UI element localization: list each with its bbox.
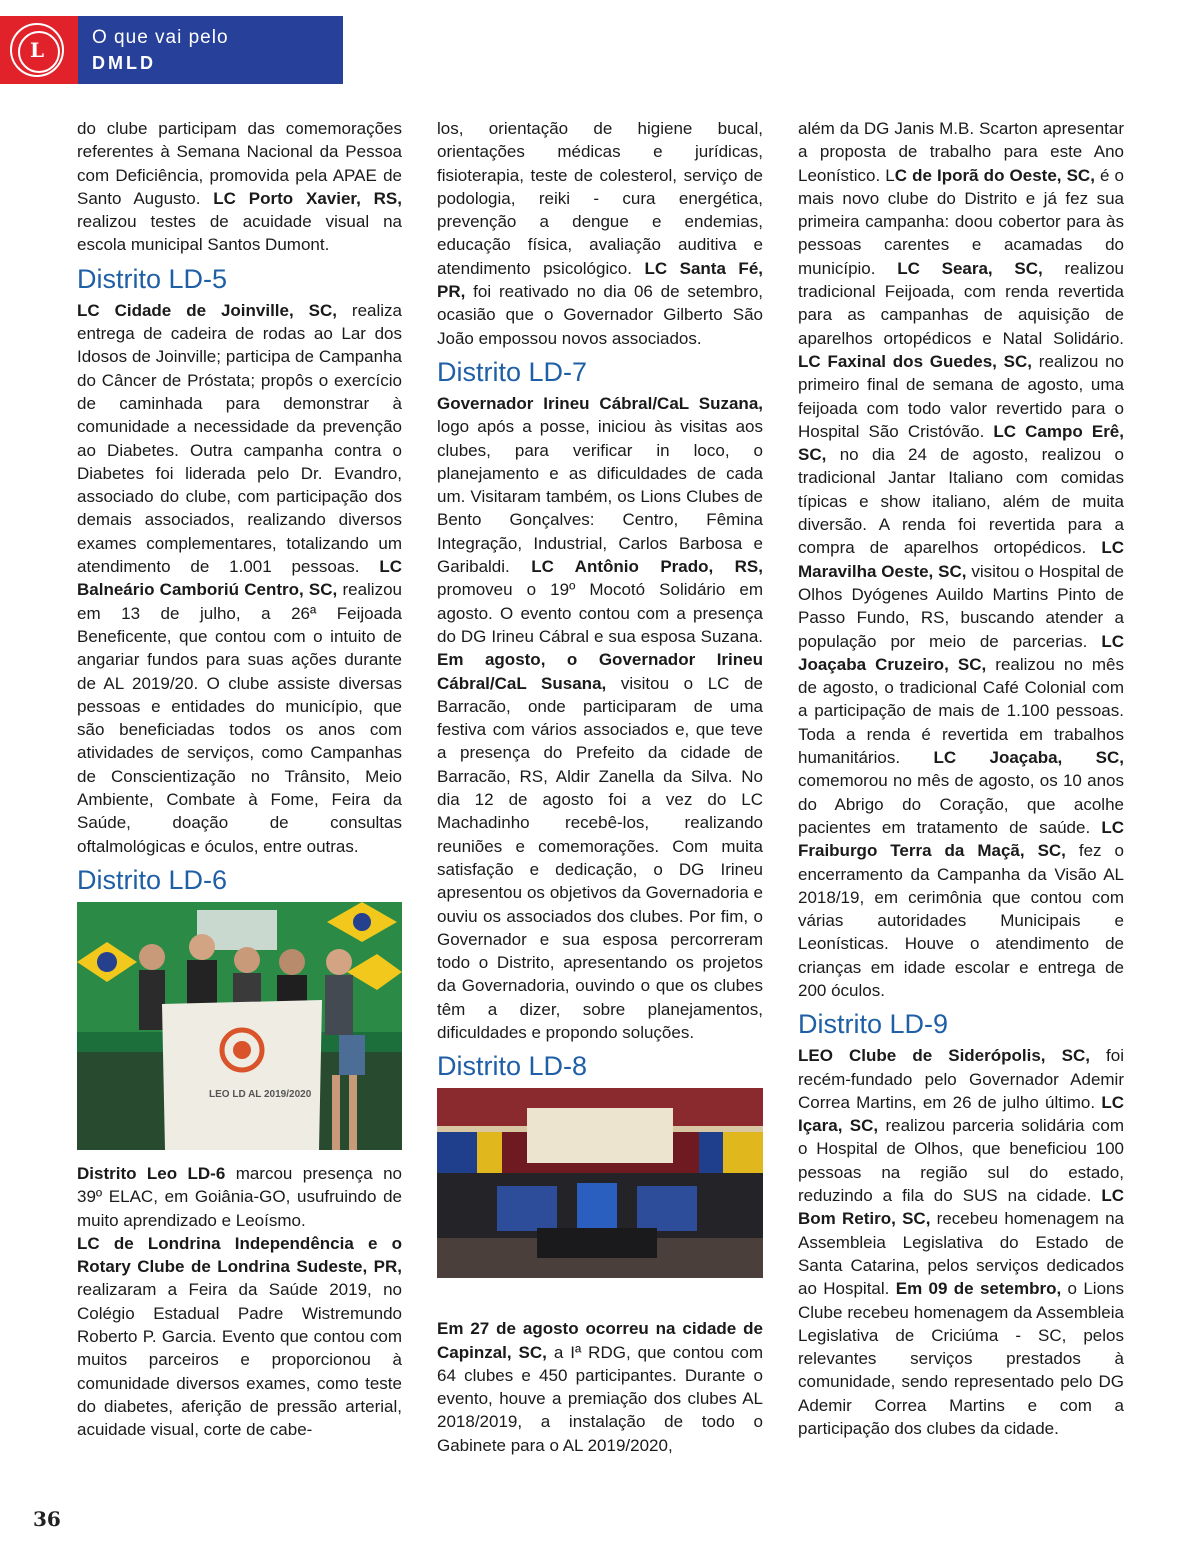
paragraph: los, orientação de higiene bucal, orientações médicas e jurídicas, fisioterapia, teste de colesterol, serviço de podologia, reiki - cura energética, prevenção a dengue e endemias, educação física, avaliação auditiva e atendimento psicológico. LC Santa Fé, PR, foi reativado no dia 06 de setembro, ocasião que o Governador Gilberto São João empossou novos associados. <box>437 119 763 348</box>
photo-ld8-illustration <box>437 1088 763 1278</box>
lions-logo-letter: L <box>29 38 45 62</box>
photo-leo-ld6-illustration <box>77 902 402 1150</box>
photo-leo-ld6-group <box>77 902 402 1150</box>
paragraph: do clube participam das comemorações referentes à Semana Nacional da Pessoa com Deficiência, promovida pela APAE de Santo Augusto. LC Porto Xavier, RS, realizou testes de acuidade visual na escola municipal Santos Dumont. <box>77 119 402 255</box>
paragraph: LC Cidade de Joinville, SC, realiza entrega de cadeira de rodas ao Lar dos Idosos de Joinville; participa de Campanha do Câncer de Próstata; propôs o exercício de caminhada para demonstrar à comunidade a necessidade da prevenção ao Diabetes. Outra campanha contra o Diabetes foi liderada pelo Dr. Evandro, associado do clube, com participação dos demais associados, realizando diversos exames complementares, totalizando um atendimento de 1.001 pessoas. LC Balneário Camboriú Centro, SC, realizou em 13 de julho, a 26ª Feijoada Beneficente, que contou com o intuito de angariar fundos para suas ações durante de AL 2019/20. O clube assiste diversas pessoas e entidades do município, que são beneficiadas todos os anos com atividades de serviços, como Campanhas de Conscientização no Trânsito, Meio Ambiente, Combate à Fome, Feira da Saúde, doação de consultas oftalmológicas e óculos, entre outras. <box>77 300 402 856</box>
heading-distrito-ld8: Distrito LD-8 <box>437 1051 588 1082</box>
heading-distrito-ld9: Distrito LD-9 <box>798 1009 949 1040</box>
section-header <box>0 16 343 84</box>
lions-emblem-icon <box>10 23 64 77</box>
column-3 <box>798 117 1124 1440</box>
paragraph: Em 27 de agosto ocorreu na cidade de Capinzal, SC, a Iª RDG, que contou com 64 clubes e 450 participantes. Durante o evento, houve a premiação dos clubes AL 2018/2019, a instalação de todo o Gabinete para o AL 2019/2020, <box>437 1319 763 1455</box>
heading-distrito-ld5: Distrito LD-5 <box>77 263 228 294</box>
page-number: 36 <box>33 1507 61 1531</box>
heading-distrito-ld6: Distrito LD-6 <box>77 864 228 895</box>
photo-capinzal-rdg-group <box>437 1088 763 1278</box>
column-1 <box>77 117 402 1441</box>
paragraph: além da DG Janis M.B. Scarton apresentar a proposta de trabalho para este Ano Leonístico. LC de Iporã do Oeste, SC, é o mais novo clube do Distrito e já fez sua primeira campanha: doou cobertor para às pessoas carentes e acamadas do município. LC Seara, SC, realizou tradicional Feijoada, com renda revertida para as campanhas de aquisição de aparelhos ortopédicos e Natal Solidário. LC Faxinal dos Guedes, SC, realizou no primeiro final de semana de agosto, uma feijoada com todo valor revertido para o Hospital São Cristóvão. LC Campo Erê, SC, no dia 24 de agosto, realizou o tradicional Jantar Italiano com comidas típicas e show italiano, além de muita diversão. A renda foi revertida para a compra de aparelhos ortopédicos. LC Maravilha Oeste, SC, visitou o Hospital de Olhos Dyógenes Auildo Martins Pinto de Passo Fundo, RS, buscando atender a população por meio de parcerias. LC Joaçaba Cruzeiro, SC, realizou no mês de agosto, o tradicional Café Colonial com a participação de mais de 1.100 pessoas. Toda a renda é revertida em trabalhos humanitários. LC Joaçaba, SC, comemorou no mês de agosto, os 10 anos do Abrigo do Coração, que acolhe pacientes em tratamento de saúde. LC Fraiburgo Terra da Maçã, SC, fez o encerramento da Campanha da Visão AL 2018/19, em cerimônia que contou com várias autoridades Municipais e Leonísticas. Houve o atendimento de crianças em idade escolar e entrega de 200 óculos. <box>798 119 1125 1000</box>
header-line-1: O que vai pelo <box>92 27 229 48</box>
header-line-2: DMLD <box>92 53 156 73</box>
photo-banner-text: LEO LD AL 2019/2020 <box>209 1088 312 1100</box>
paragraph: LC de Londrina Independência e o Rotary Clube de Londrina Sudeste, PR, realizaram a Feira da Saúde 2019, no Colégio Estadual Padre Wistremundo Roberto P. Garcia. Evento que contou com muitos parceiros e proporcionou à comunidade diversos exames, como teste do diabetes, aferição de pressão arterial, acuidade visual, corte de cabe- <box>77 1233 402 1440</box>
column-2 <box>437 117 763 1457</box>
paragraph: LEO Clube de Siderópolis, SC, foi recém-fundado pelo Governador Ademir Correa Martins, em 26 de julho último. LC Içara, SC, realizou parceria solidária com o Hospital de Olhos, que beneficiou 100 pessoas na região sul do estado, reduzindo a fila do SUS na cidade. LC Bom Retiro, SC, recebeu homenagem na Assembleia Legislativa do Estado de Santa Catarina, pelos serviços dedicados ao Hospital. Em 09 de setembro, o Lions Clube recebeu homenagem da Assembleia Legislativa de Criciúma - SC, pelos relevantes serviços prestados à comunidade, sendo representado pelo DG Ademir Correa Martins e com a participação dos clubes da cidade. <box>798 1046 1124 1439</box>
heading-distrito-ld7: Distrito LD-7 <box>437 356 588 387</box>
lions-logo <box>0 16 78 84</box>
paragraph: Distrito Leo LD-6 marcou presença no 39º ELAC, em Goiânia-GO, usufruindo de muito aprendizado e Leoísmo. <box>77 1163 403 1230</box>
paragraph: Governador Irineu Cábral/CaL Suzana, logo após a posse, iniciou às visitas aos clubes, para verificar in loco, o planejamento e as dificuldades de cada um. Visitaram também, os Lions Clubes de Bento Gonçalves: Centro, Fêmina Integração, Industrial, Carlos Barbosa e Garibaldi. LC Antônio Prado, RS, promoveu o 19º Mocotó Solidário em agosto. O evento contou com a presença do DG Irineu Cábral e sua esposa Suzana. Em agosto, o Governador Irineu Cábral/CaL Susana, visitou o LC de Barracão, onde participaram de uma festiva com vários associados e, que teve a presença do Prefeito da cidade de Barracão, RS, Aldir Zanella da Silva. No dia 12 de agosto foi a vez do LC Machadinho recebê-los, realizando reuniões e comemorações. Com muita satisfação e dedicação, o DG Irineu apresentou os objetivos da Governadoria e ouviu os associados dos clubes. Por fim, o Governador e sua esposa percorreram todo o Distrito, apresentando os projetos da Governadoria, ouvindo o que os clubes têm a dizer, sobre planejamentos, dificuldades e propondo soluções. <box>437 393 763 1042</box>
